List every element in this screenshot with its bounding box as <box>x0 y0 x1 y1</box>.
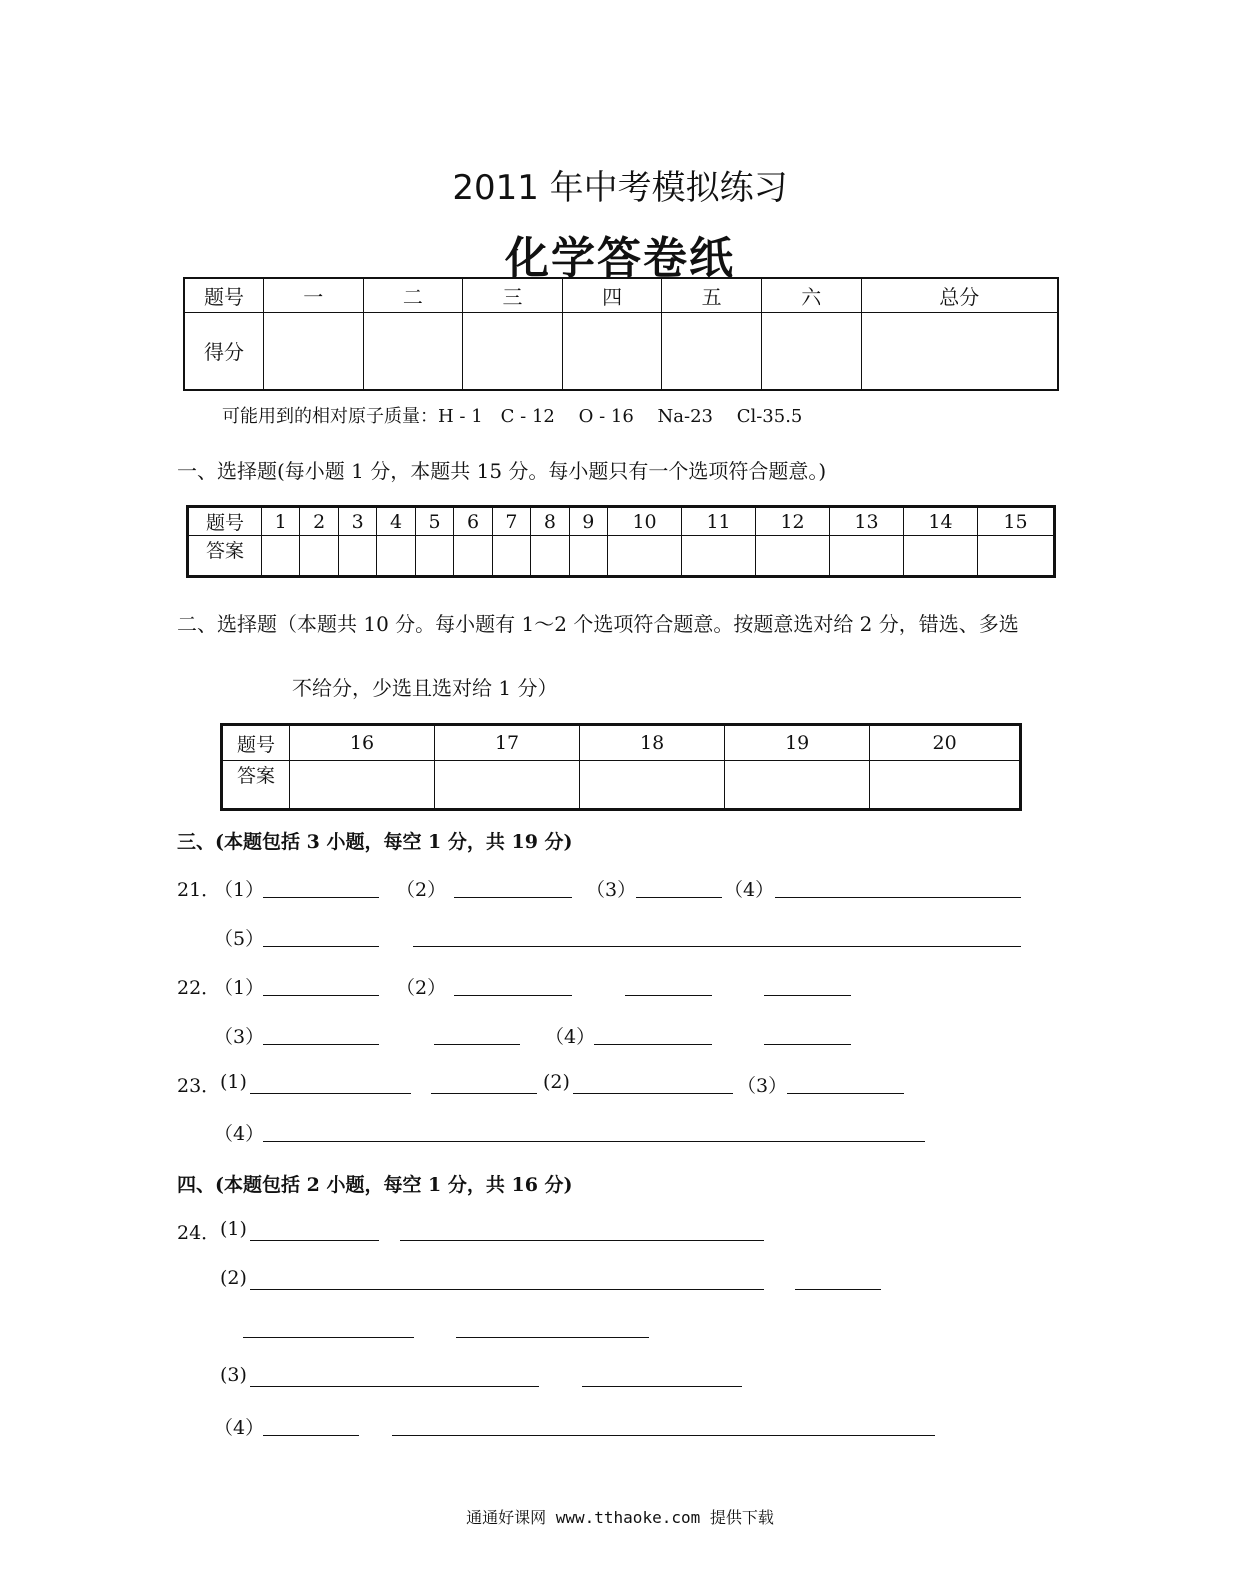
answer-blank[interactable] <box>454 995 572 996</box>
answer-blank[interactable] <box>243 1337 414 1338</box>
answer-blank[interactable] <box>764 1044 851 1045</box>
answer-cell[interactable] <box>904 536 978 577</box>
score-cell[interactable] <box>861 312 1058 390</box>
answer-blank[interactable] <box>594 1044 712 1045</box>
atomic-mass-note: 可能用到的相对原子质量：H - 1 C - 12 O - 16 Na-23 Cl-35.5 <box>222 406 803 427</box>
answer-cell[interactable] <box>830 536 904 577</box>
blank-label: (2) <box>543 1071 570 1093</box>
answer-cell[interactable] <box>725 761 870 810</box>
answer-cell[interactable] <box>870 761 1021 810</box>
answer-blank[interactable] <box>392 1435 935 1436</box>
answer-blank[interactable] <box>263 1044 379 1045</box>
answer-cell[interactable] <box>492 536 530 577</box>
blank-label: （5） <box>214 928 265 950</box>
answer-blank[interactable] <box>263 897 379 898</box>
blank-label: （4） <box>214 1417 265 1439</box>
section2-heading-line1: 二、选择题（本题共 10 分。每小题有 1～2 个选项符合题意。按题意选对给 2 分，错选、多选 <box>177 612 1019 636</box>
question-number: 18 <box>580 725 725 761</box>
blank-label: (1) <box>220 1218 247 1240</box>
answer-cell[interactable] <box>290 761 435 810</box>
section4-heading: 四、(本题包括 2 小题，每空 1 分，共 16 分) <box>177 1174 573 1196</box>
answer-blank[interactable] <box>413 946 1021 947</box>
score-row-label: 得分 <box>184 312 264 390</box>
score-table <box>183 277 1059 391</box>
question-number: 23． <box>177 1075 221 1097</box>
answer-cell[interactable] <box>569 536 607 577</box>
blank-label: （4） <box>724 879 775 901</box>
answer-blank[interactable] <box>250 1240 379 1241</box>
score-header-cell: 三 <box>463 278 563 312</box>
score-header-cell: 总分 <box>861 278 1058 312</box>
answer-blank[interactable] <box>764 995 851 996</box>
answer-blank[interactable] <box>795 1289 881 1290</box>
answer-blank[interactable] <box>454 897 572 898</box>
question-number: 2 <box>300 507 338 536</box>
score-cell[interactable] <box>761 312 861 390</box>
section2-heading-line2: 不给分，少选且选对给 1 分） <box>292 676 558 700</box>
answer-label: 答案 <box>188 536 262 577</box>
question-number: 16 <box>290 725 435 761</box>
blank-label: （4） <box>545 1026 596 1048</box>
answer-blank[interactable] <box>250 1386 539 1387</box>
blank-label: （3） <box>214 1026 265 1048</box>
answer-blank[interactable] <box>250 1093 411 1094</box>
score-header-cell: 四 <box>562 278 662 312</box>
score-cell[interactable] <box>562 312 662 390</box>
question-number: 19 <box>725 725 870 761</box>
section1-heading: 一、选择题(每小题 1 分，本题共 15 分。每小题只有一个选项符合题意。) <box>177 459 827 483</box>
question-number: 17 <box>435 725 580 761</box>
answer-blank[interactable] <box>263 946 379 947</box>
question-number: 8 <box>531 507 569 536</box>
answer-cell[interactable] <box>415 536 453 577</box>
answer-blank[interactable] <box>625 995 712 996</box>
question-number: 6 <box>454 507 492 536</box>
answer-blank[interactable] <box>775 897 1021 898</box>
answer-cell[interactable] <box>454 536 492 577</box>
answer-cell[interactable] <box>608 536 682 577</box>
blank-label: (1) <box>220 1071 247 1093</box>
question-number: 12 <box>756 507 830 536</box>
question-number: 10 <box>608 507 682 536</box>
answer-cell[interactable] <box>580 761 725 810</box>
score-header-cell: 五 <box>662 278 762 312</box>
section2-answer-table <box>220 723 1022 811</box>
question-number: 20 <box>870 725 1021 761</box>
question-number: 24． <box>177 1222 221 1244</box>
question-number: 3 <box>338 507 376 536</box>
answer-blank[interactable] <box>263 995 379 996</box>
answer-blank[interactable] <box>431 1093 537 1094</box>
answer-cell[interactable] <box>338 536 376 577</box>
answer-blank[interactable] <box>456 1337 649 1338</box>
question-number: 4 <box>377 507 415 536</box>
question-number: 13 <box>830 507 904 536</box>
question-number: 11 <box>682 507 756 536</box>
answer-cell[interactable] <box>531 536 569 577</box>
question-number-label: 题号 <box>188 507 262 536</box>
question-number: 22． <box>177 977 221 999</box>
score-cell[interactable] <box>264 312 364 390</box>
answer-blank[interactable] <box>250 1289 764 1290</box>
score-header-cell: 二 <box>363 278 463 312</box>
answer-label: 答案 <box>222 761 290 810</box>
answer-blank[interactable] <box>636 897 722 898</box>
question-number: 9 <box>569 507 607 536</box>
score-cell[interactable] <box>463 312 563 390</box>
score-header-cell: 一 <box>264 278 364 312</box>
blank-label: （1） <box>214 977 265 999</box>
answer-blank[interactable] <box>787 1093 904 1094</box>
answer-blank[interactable] <box>400 1240 764 1241</box>
blank-label: （2） <box>396 977 447 999</box>
question-number: 21． <box>177 879 221 901</box>
answer-blank[interactable] <box>434 1044 520 1045</box>
question-number: 7 <box>492 507 530 536</box>
score-cell[interactable] <box>363 312 463 390</box>
section1-answer-table <box>186 505 1056 578</box>
footer-source-note: 通通好课网 www.tthaoke.com 提供下载 <box>466 1508 774 1527</box>
answer-cell[interactable] <box>300 536 338 577</box>
answer-cell[interactable] <box>682 536 756 577</box>
answer-cell[interactable] <box>978 536 1055 577</box>
blank-label: （3） <box>586 879 637 901</box>
question-number-label: 题号 <box>222 725 290 761</box>
blank-label: （4） <box>214 1123 265 1145</box>
section3-heading: 三、(本题包括 3 小题，每空 1 分，共 19 分) <box>177 831 573 853</box>
blank-label: （3） <box>737 1075 788 1097</box>
blank-label: (3) <box>220 1364 247 1386</box>
answer-sheet-title: 化学答卷纸 <box>505 233 735 284</box>
answer-cell[interactable] <box>435 761 580 810</box>
blank-label: （1） <box>214 879 265 901</box>
question-number: 1 <box>262 507 300 536</box>
answer-cell[interactable] <box>262 536 300 577</box>
blank-label: （2） <box>396 879 447 901</box>
exam-title: 2011 年中考模拟练习 <box>452 168 788 208</box>
score-header-cell: 题号 <box>184 278 264 312</box>
score-cell[interactable] <box>662 312 762 390</box>
question-number: 15 <box>978 507 1055 536</box>
question-number: 14 <box>904 507 978 536</box>
blank-label: (2) <box>220 1267 247 1289</box>
question-number: 5 <box>415 507 453 536</box>
answer-blank[interactable] <box>263 1141 925 1142</box>
answer-blank[interactable] <box>263 1435 359 1436</box>
answer-cell[interactable] <box>377 536 415 577</box>
answer-blank[interactable] <box>573 1093 733 1094</box>
answer-cell[interactable] <box>756 536 830 577</box>
score-header-cell: 六 <box>761 278 861 312</box>
answer-blank[interactable] <box>582 1386 742 1387</box>
